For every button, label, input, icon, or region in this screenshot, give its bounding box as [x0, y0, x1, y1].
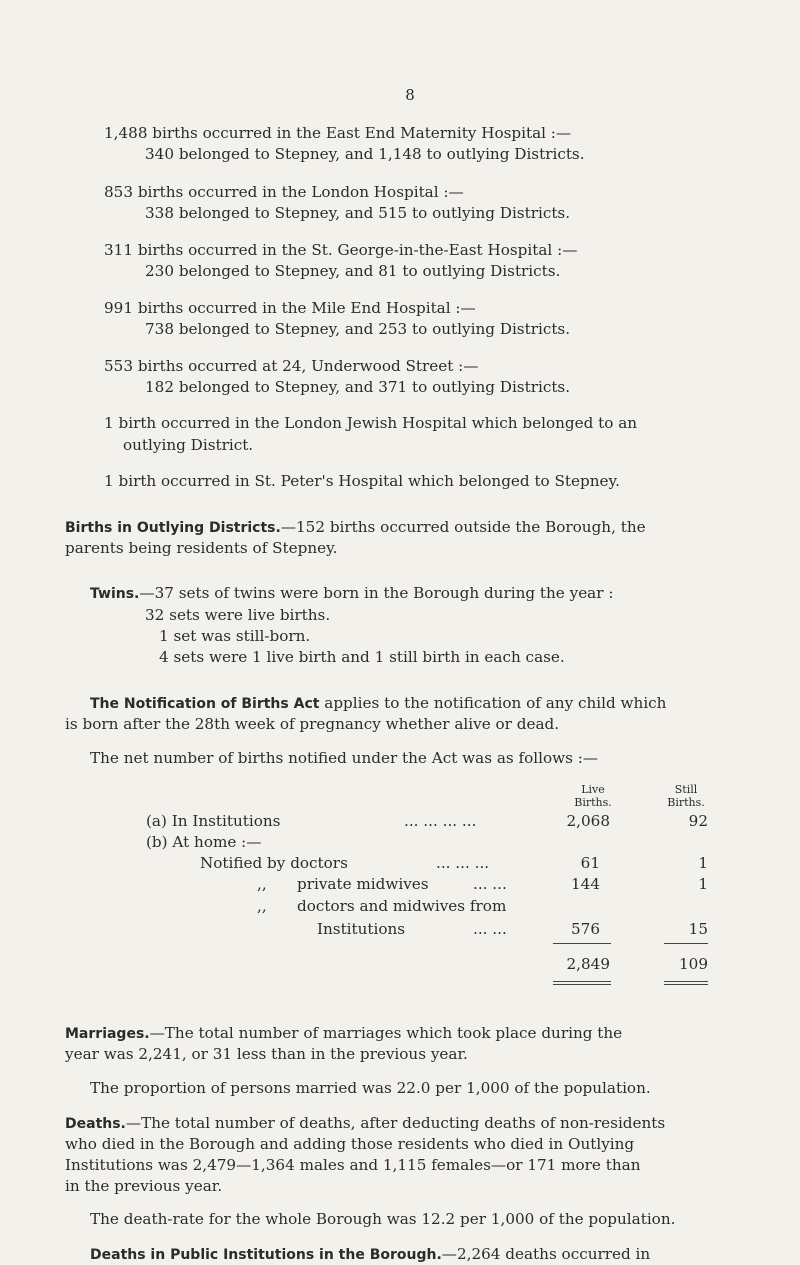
paragraph-text: —The total number of marriages which took place during the: [149, 1024, 623, 1042]
subtotal-rule: [664, 943, 708, 944]
hospital-entry-main: 1,488 births occurred in the East End Maternity Hospital :—: [104, 124, 572, 142]
table-row-label: Notified by doctors: [200, 854, 348, 872]
list-item: 32 sets were live births.: [145, 606, 331, 624]
hospital-entry-main: 853 births occurred in the London Hospital :—: [104, 183, 464, 201]
live-value: 576: [571, 920, 600, 938]
paragraph-text: applies to the notification of any child which: [319, 694, 667, 712]
header-line: Births.: [667, 796, 705, 809]
paragraph-text: Institutions was 2,479—1,364 males and 1,115 females—or 171 more than: [65, 1156, 641, 1174]
deaths-paragraph: [65, 1113, 665, 1134]
hospital-entry-main: 991 births occurred in the Mile End Hospital :—: [104, 299, 476, 317]
live-value: 61: [580, 854, 600, 872]
public-institutions-paragraph: [90, 1244, 650, 1265]
marriages-paragraph: [65, 1023, 622, 1044]
leader-dots: ... ... ...: [436, 854, 490, 872]
header-line: Births.: [574, 796, 612, 809]
paragraph-text: —The total number of deaths, after deducting deaths of non-residents: [125, 1114, 666, 1132]
paragraph-text: —152 births occurred outside the Borough, the: [280, 518, 646, 536]
section-heading: Births in Outlying Districts.: [65, 520, 281, 536]
paragraph-text: is born after the 28th week of pregnancy whether alive or dead.: [65, 715, 560, 733]
paragraph-text: —2,264 deaths occurred in: [441, 1245, 651, 1263]
table-row-label: doctors and midwives from: [297, 897, 507, 915]
header-line: Live: [581, 783, 605, 796]
live-value: 144: [571, 875, 600, 893]
hospital-entry-detail: 340 belonged to Stepney, and 1,148 to outlying Districts.: [145, 145, 585, 163]
table-row-label: Institutions: [317, 920, 406, 938]
subtotal-rule: [553, 943, 611, 944]
column-header-still: [651, 783, 721, 809]
ditto-mark: ,,: [257, 875, 267, 893]
section-heading: Twins.: [90, 586, 140, 602]
hospital-entry-main: 311 births occurred in the St. George-in-the-East Hospital :—: [104, 241, 578, 259]
section-heading: Deaths in Public Institutions in the Borough.: [90, 1247, 442, 1263]
still-value: 92: [688, 812, 708, 830]
total-double-rule: [553, 981, 611, 985]
still-value: 15: [688, 920, 708, 938]
hospital-entry-main: 1 birth occurred in the London Jewish Hospital which belonged to an: [104, 414, 638, 432]
paragraph-text: The proportion of persons married was 22.0 per 1,000 of the population.: [90, 1079, 651, 1097]
section-heading: Marriages.: [65, 1026, 150, 1042]
outlying-paragraph: [65, 517, 646, 538]
paragraph-text: in the previous year.: [65, 1177, 223, 1195]
act-paragraph: [90, 693, 666, 714]
total-double-rule: [664, 981, 708, 985]
leader-dots: ... ...: [473, 875, 507, 893]
hospital-entry-detail: 338 belonged to Stepney, and 515 to outlying Districts.: [145, 204, 571, 222]
paragraph-text: The death-rate for the whole Borough was 12.2 per 1,000 of the population.: [90, 1210, 676, 1228]
ditto-mark: ,,: [257, 897, 267, 915]
paragraph-text: parents being residents of Stepney.: [65, 539, 338, 557]
column-header-live: [558, 783, 628, 809]
table-row-label: (a) In Institutions: [146, 812, 281, 830]
live-total: 2,849: [566, 955, 610, 973]
hospital-entry-detail: outlying District.: [123, 436, 254, 454]
still-value: 1: [698, 854, 708, 872]
header-line: Still: [674, 783, 698, 796]
hospital-entry-detail: 738 belonged to Stepney, and 253 to outlying Districts.: [145, 320, 571, 338]
paragraph-text: The net number of births notified under the Act was as follows :—: [90, 749, 599, 767]
still-value: 1: [698, 875, 708, 893]
page-number: 8: [405, 86, 415, 104]
hospital-entry-main: 553 births occurred at 24, Underwood Street :—: [104, 357, 479, 375]
table-row-label: private midwives: [297, 875, 429, 893]
list-item: 4 sets were 1 live birth and 1 still birth in each case.: [159, 648, 565, 666]
list-item: 1 set was still-born.: [159, 627, 311, 645]
paragraph-text: —37 sets of twins were born in the Borough during the year :: [139, 584, 614, 602]
table-row-label: (b) At home :—: [146, 833, 262, 851]
paragraph-text: year was 2,241, or 31 less than in the previous year.: [65, 1045, 468, 1063]
hospital-entry-main: 1 birth occurred in St. Peter's Hospital which belonged to Stepney.: [104, 472, 620, 490]
leader-dots: ... ...: [473, 920, 507, 938]
section-heading: The Notification of Births Act: [90, 696, 320, 712]
leader-dots: ... ... ... ...: [404, 812, 477, 830]
still-total: 109: [679, 955, 708, 973]
twins-paragraph: [90, 583, 613, 604]
section-heading: Deaths.: [65, 1116, 126, 1132]
live-value: 2,068: [566, 812, 610, 830]
hospital-entry-detail: 182 belonged to Stepney, and 371 to outlying Districts.: [145, 378, 571, 396]
hospital-entry-detail: 230 belonged to Stepney, and 81 to outlying Districts.: [145, 262, 561, 280]
paragraph-text: who died in the Borough and adding those residents who died in Outlying: [65, 1135, 635, 1153]
